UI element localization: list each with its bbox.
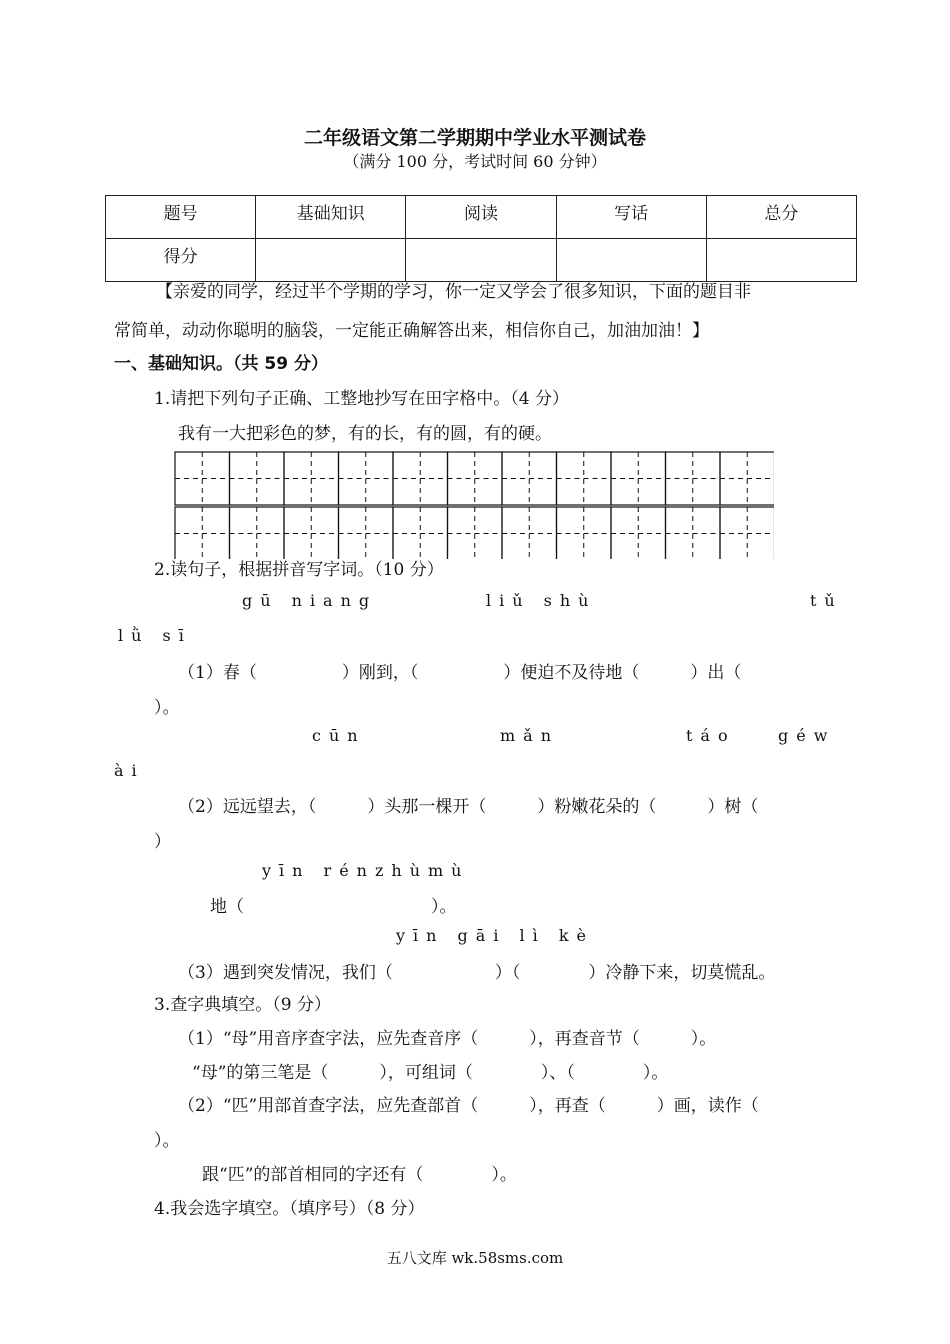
score-cell[interactable] [406,239,556,282]
pinyin-man: mǎn [500,726,560,745]
q3-line-2: “母”的第三笔是（ ），可组词（ ）、（ ）。 [192,1063,669,1083]
pinyin-yinrenzhumu: yīn rénzhùmù [262,861,470,880]
q3-line-4: 跟“匹”的部首相同的字还有（ ）。 [202,1165,517,1185]
tianzi-grid[interactable] [174,451,774,559]
header-cell-number: 题号 [106,196,256,239]
q1-sentence: 我有一大把彩色的梦，有的长，有的圆，有的硬。 [178,424,552,444]
score-cell[interactable] [706,239,856,282]
q2-prompt: 2.读句子，根据拼音写字词。（10 分） [154,560,444,580]
q2-sentence-2: （2）远远望去，（ ）头那一棵开（ ）粉嫩花朵的（ ）树（ [178,797,759,817]
header-cell-total: 总分 [706,196,856,239]
q2-sentence-3: （3）遇到突发情况，我们（ ）（ ）冷静下来，切莫慌乱。 [178,963,776,983]
q2-sentence-2-cont: 地（ ）。 [210,897,457,917]
q2-sentence-1-end: ）。 [154,698,180,718]
q3-line-3: （2）“匹”用部首查字法，应先查部首（ ），再查（ ）画，读作（ [178,1096,759,1116]
pinyin-guniang: gū niang [242,591,378,610]
score-cell[interactable] [556,239,706,282]
pinyin-liushu: liǔ shù [486,591,597,610]
pinyin-gew: géw [778,726,836,745]
row-label-score: 得分 [106,239,256,282]
q4-prompt: 4.我会选字填空。（填序号）（8 分） [154,1199,425,1219]
q2-sentence-2-end: ） [154,832,171,852]
pinyin-yingailike: yīn gāi lì kè [396,926,595,945]
pinyin-cun: cūn [312,726,366,745]
page-title: 二年级语文第二学期期中学业水平测试卷 [303,127,646,149]
score-table-score-row [106,239,857,282]
intro-line-1: 【亲爱的同学，经过半个学期的学习，你一定又学会了很多知识，下面的题目非 [156,282,751,302]
q3-line-1: （1）“母”用音序查字法，应先查音序（ ），再查音节（ ）。 [178,1029,717,1049]
header-cell-writing: 写话 [556,196,706,239]
score-table [105,195,857,282]
score-cell[interactable] [256,239,406,282]
pinyin-tu: tǔ [810,591,843,610]
footer-watermark: 五八文库 wk.58sms.com [386,1249,564,1267]
header-cell-reading: 阅读 [406,196,556,239]
q1-prompt: 1.请把下列句子正确、工整地抄写在田字格中。（4 分） [154,389,569,409]
section-1-title: 一、基础知识。（共 59 分） [114,354,328,374]
q2-sentence-1: （1）春（ ）刚到，（ ）便迫不及待地（ ）出（ [178,663,742,683]
pinyin-ai: ài [114,761,145,780]
page-subtitle: （满分 100 分，考试时间 60 分钟） [343,152,607,171]
header-cell-basics: 基础知识 [256,196,406,239]
intro-line-2: 常简单，动动你聪明的脑袋，一定能正确解答出来，相信你自己，加油加油！】 [114,321,709,341]
q3-prompt: 3.查字典填空。（9 分） [154,995,331,1015]
pinyin-tao: táo [686,726,736,745]
pinyin-lvsi: lǜ sī [118,626,192,645]
q3-line-3-end: ）。 [154,1131,180,1151]
score-table-header-row [106,196,857,239]
